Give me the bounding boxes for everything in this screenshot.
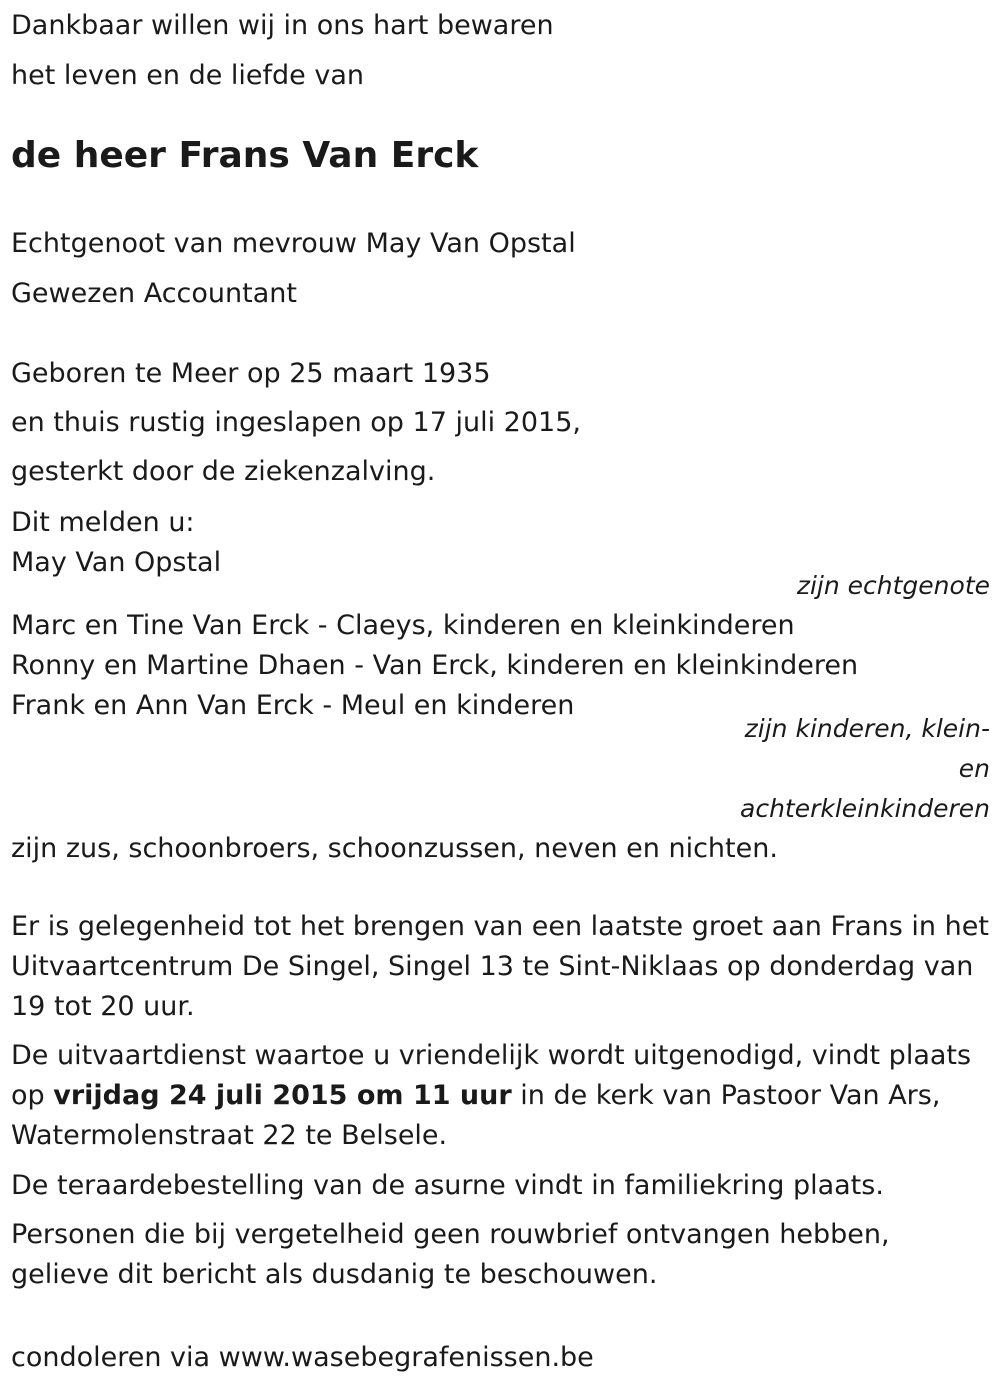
extended-family: zijn zus, schoonbroers, schoonzussen, neven en nichten. (11, 833, 778, 864)
announcers-intro: Dit melden u: (11, 507, 195, 538)
intro-line-1: Dankbaar willen wij in ons hart bewaren (11, 10, 554, 41)
service-date: vrijdag 24 juli 2015 om 11 uur (53, 1080, 512, 1111)
spouse-role: zijn echtgenote (796, 571, 990, 600)
sacrament-line: gesterkt door de ziekenzalving. (11, 456, 436, 487)
spouse-line: Echtgenoot van mevrouw May Van Opstal (11, 228, 576, 259)
burial-info: De teraardebestelling van de asurne vindt in familiekring plaats. (11, 1170, 884, 1201)
children-role-2: en (958, 754, 990, 783)
birth-line: Geboren te Meer op 25 maart 1935 (11, 358, 491, 389)
spouse-name: May Van Opstal (11, 547, 222, 578)
condolences-line: condoleren via www.wasebegrafenissen.be (11, 1342, 594, 1373)
occupation-line: Gewezen Accountant (11, 278, 297, 309)
child-family-1: Marc en Tine Van Erck - Claeys, kinderen en kleinkinderen (11, 610, 795, 641)
service-text-end: in de kerk van Pastoor Van Ars, Watermolenstraat 22 te Belsele. (11, 1080, 941, 1151)
child-family-3: Frank en Ann Van Erck - Meul en kinderen (11, 690, 575, 721)
children-role-1: zijn kinderen, klein- (744, 714, 990, 743)
children-role-3: achterkleinkinderen (740, 794, 990, 823)
service-info (11, 1036, 996, 1156)
child-family-2: Ronny en Martine Dhaen - Van Erck, kinderen en kleinkinderen (11, 650, 859, 681)
death-line: en thuis rustig ingeslapen op 17 juli 2015, (11, 407, 581, 438)
service-text-start: De uitvaartdienst waartoe u vriendelijk wordt uitgenodigd, vindt plaats op (11, 1040, 972, 1111)
intro-line-2: het leven en de liefde van (11, 60, 365, 91)
deceased-name: de heer Frans Van Erck (11, 135, 479, 176)
visitation-info: Er is gelegenheid tot het brengen van een laatste groet aan Frans in het Uitvaartcentrum De Singel, Singel 13 te Sint-Niklaas op donderdag van 19 tot 20 uur. (11, 911, 989, 1022)
notice-info: Personen die bij vergetelheid geen rouwbrief ontvangen hebben, gelieve dit bericht als dusdanig te beschouwen. (11, 1219, 890, 1290)
